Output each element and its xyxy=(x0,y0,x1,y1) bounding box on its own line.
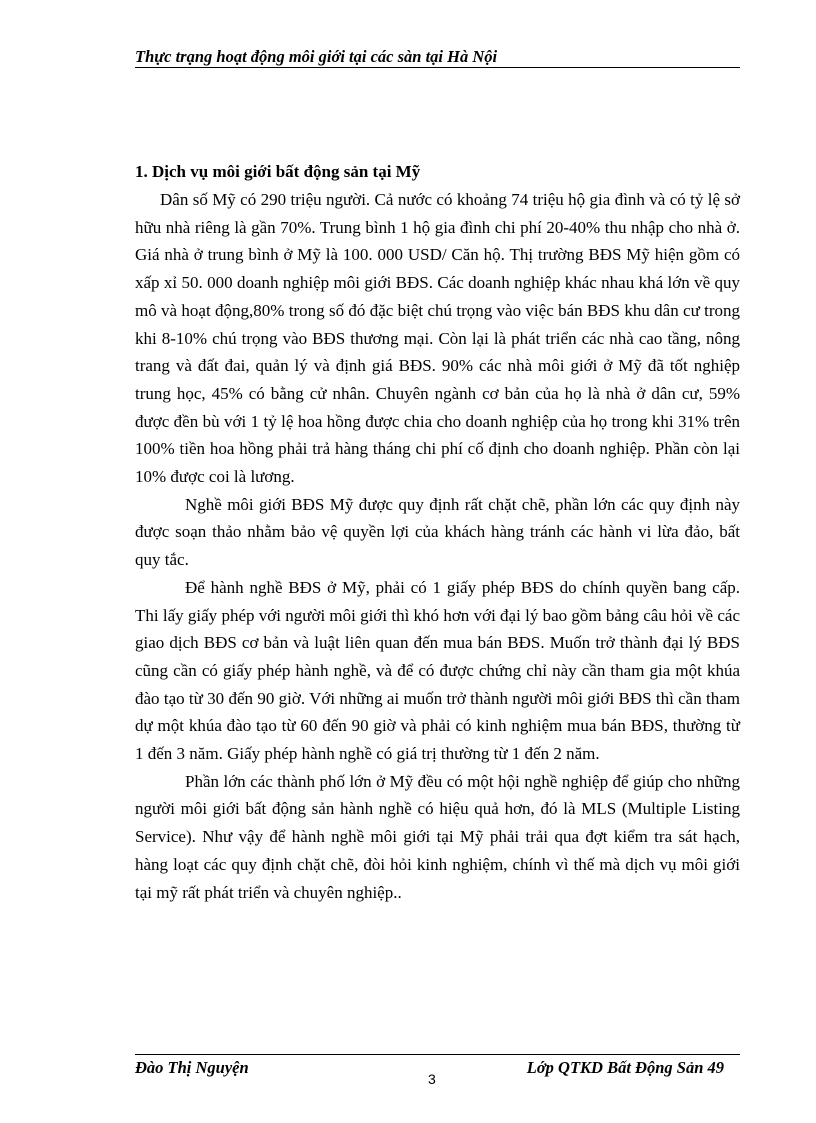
footer-divider xyxy=(135,1054,740,1055)
footer-class-name: Lớp QTKD Bất Động Sản 49 xyxy=(526,1058,724,1077)
paragraph-1: Dân số Mỹ có 290 triệu người. Cả nước có khoảng 74 triệu hộ gia đình và có tỷ lệ sở hữu nhà riêng là gần 70%. Trung bình 1 hộ gia đình chi phí 20-40% thu nhập cho nhà ở. Giá nhà ở trung bình ở Mỹ là 100. 000 USD/ Căn hộ. Thị trường BĐS Mỹ hiện gồm có xấp xỉ 50. 000 doanh nghiệp môi giới BĐS. Các doanh nghiệp khác nhau khá lớn về quy mô và hoạt động,80% trong số đó đặc biệt chú trọng vào việc bán BĐS khu dân cư trong khi 8-10% chú trọng vào BĐS thương mại. Còn lại là phát triển các nhà cao tầng, nông trang và đất đai, quản lý và định giá BĐS. 90% các nhà môi giới ở Mỹ đã tốt nghiệp trung học, 45% có bằng cử nhân. Chuyên ngành cơ bản của họ là nhà ở dân cư, 59% được đền bù với 1 tỷ lệ hoa hồng được chia cho doanh nghiệp của họ trong khi 31% trên 100% tiền hoa hồng phải trả hàng tháng chi phí cố định cho doanh nghiệp. Phần còn lại 10% được coi là lương. xyxy=(135,190,740,487)
section-body xyxy=(135,186,740,906)
footer-author: Đào Thị Nguyện xyxy=(135,1058,249,1077)
running-header-title: Thực trạng hoạt động môi giới tại các sàn tại Hà Nội xyxy=(135,47,498,66)
header-divider xyxy=(135,67,740,68)
paragraph-3: Để hành nghề BĐS ở Mỹ, phải có 1 giấy phép BĐS do chính quyền bang cấp. Thi lấy giấy phép với người môi giới thì khó hơn với đại lý bao gồm bảng câu hỏi về các giao dịch BĐS cơ bản và luật liên quan đến mua bán BĐS. Muốn trở thành đại lý BĐS cũng cần có giấy phép hành nghề, và để có được chứng chỉ này cần tham gia một khúa đào tạo từ 30 đến 90 giờ. Với những ai muốn trở thành người môi giới BĐS thì cần tham dự một khúa đào tạo từ 60 đến 90 giờ và phải có kinh nghiệm mua bán BĐS, thường từ 1 đến 3 năm. Giấy phép hành nghề có giá trị thường từ 1 đến 2 năm. xyxy=(135,577,740,764)
page-number: 3 xyxy=(428,1071,436,1087)
paragraph-4: Phần lớn các thành phố lớn ở Mỹ đều có một hội nghề nghiệp để giúp cho những người môi giới bất động sản hành nghề có hiệu quả hơn, đó là MLS (Multiple Listing Service). Như vậy để hành nghề môi giới tại Mỹ phải trải qua đợt kiểm tra sát hạch, hàng loạt các quy định chặt chẽ, đòi hỏi kinh nghiệm, chính vì thế mà dịch vụ môi giới tại mỹ rất phát triển và chuyên nghiệp.. xyxy=(135,771,740,902)
section-heading: 1. Dịch vụ môi giới bất động sản tại Mỹ xyxy=(135,162,421,181)
paragraph-2: Nghề môi giới BĐS Mỹ được quy định rất chặt chẽ, phần lớn các quy định này được soạn thảo nhằm bảo vệ quyền lợi của khách hàng tránh các hành vi lừa đảo, bất quy tắc. xyxy=(135,494,740,570)
